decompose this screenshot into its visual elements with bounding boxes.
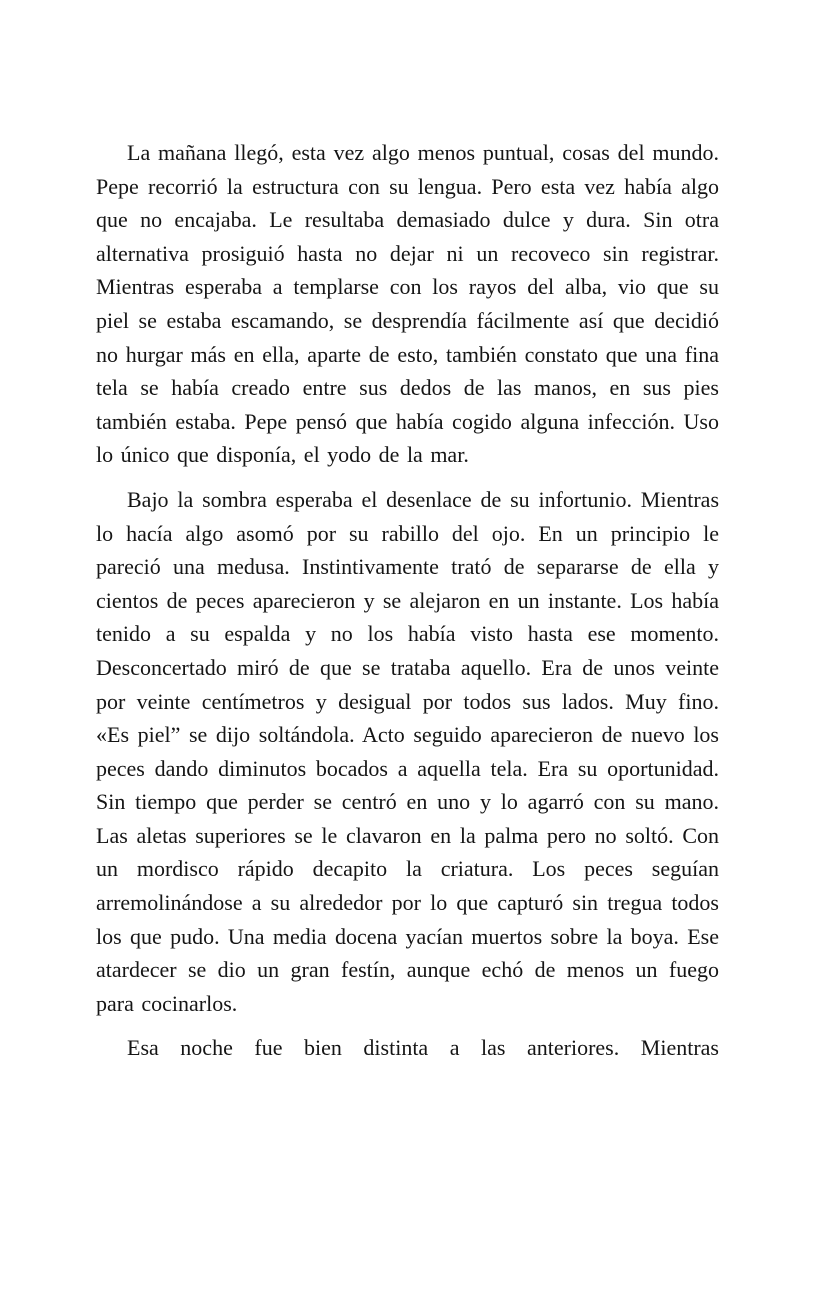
paragraph-1: La mañana llegó, esta vez algo menos puntual, cosas del mundo. Pepe recorrió la estructura con su lengua. Pero esta vez había algo que no encajaba. Le resultaba demasiado dulce y dura. Sin otra alternativa prosiguió hasta no dejar ni un recoveco sin registrar. Mientras esperaba a templarse con los rayos del alba, vio que su piel se estaba escamando, se desprendía fácilmente así que decidió no hurgar más en ella, aparte de esto, también constato que una fina tela se había creado entre sus dedos de las manos, en sus pies también estaba. Pepe pensó que había cogido alguna infección. Uso lo único que disponía, el yodo de la mar. [96,140,719,468]
paragraph-3: Esa noche fue bien distinta a las anteriores. Mientras [127,1035,719,1061]
paragraph-2: Bajo la sombra esperaba el desenlace de su infortunio. Mientras lo hacía algo asomó por su rabillo del ojo. En un principio le pareció una medusa. Instintivamente trató de separarse de ella y cientos de peces aparecieron y se alejaron en un instante. Los había tenido a su espalda y no los había visto hasta ese momento. Desconcertado miró de que se trataba aquello. Era de unos veinte por veinte centímetros y desigual por todos sus lados. Muy fino. «Es piel” se dijo soltándola. Acto seguido aparecieron de nuevo los peces dando diminutos bocados a aquella tela. Era su oportunidad. Sin tiempo que perder se centró en uno y lo agarró con su mano. Las aletas superiores se le clavaron en la palma pero no soltó. Con un mordisco rápido decapito la criatura. Los peces seguían arremolinándose a su alrededor por lo que capturó sin tregua todos los que pudo. Una media docena yacían muertos sobre la boya. Ese atardecer se dio un gran festín, aunque echó de menos un fuego para cocinarlos. [96,486,719,1016]
page-text-block [96,136,719,1065]
